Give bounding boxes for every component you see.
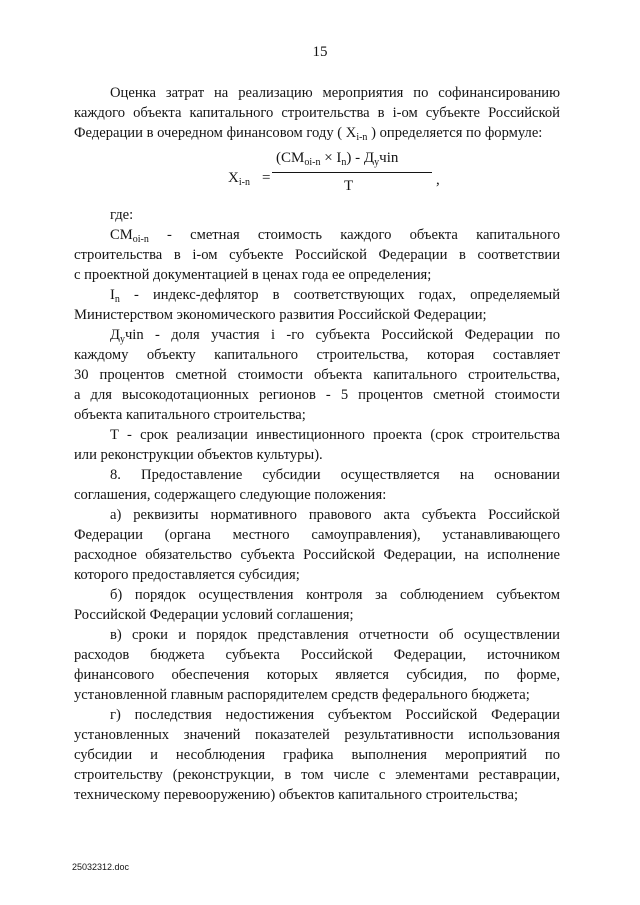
body-line-2: соглашения, содержащего следующие положения: <box>74 487 387 503</box>
cost-formula <box>228 150 528 202</box>
body-line-15: субсидии и несоблюдения графика выполнения мероприятий по <box>74 747 560 763</box>
def-i-line-2: Министерством экономического развития Российской Федерации; <box>74 307 487 323</box>
def-cm-line-2: строительства в i-ом субъекте Российской Федерации в соответствии <box>74 247 560 263</box>
def-t-line-1: T - срок реализации инвестиционного проекта (срок строительства <box>110 427 560 443</box>
intro-line-2: каждого объекта капитального строительства в i-ом субъекте Российской <box>74 105 560 121</box>
fraction-bar <box>272 172 432 173</box>
def-d-line-3: 30 процентов сметной стоимости объекта капитального строительства, <box>74 367 560 383</box>
def-i-line-1: $I_n$ - индекс-дефлятор в соответствующих годах, определяемый <box>110 287 561 305</box>
body-line-14: установленных значений показателей результативности использования <box>74 727 560 743</box>
body-line-11: финансового обеспечения которых является субсидия, по форме, <box>74 667 560 683</box>
formula-numerator: $(CM_{oi-n} \times I_n) - Д_учin$ <box>276 150 399 168</box>
body-line-13: г) последствия недостижения субъектом Российской Федерации <box>110 707 560 723</box>
body-line-10: расходов бюджета субъекта Российской Федерации, источником <box>74 647 560 663</box>
body-line-3: а) реквизиты нормативного правового акта субъекта Российской <box>110 507 560 523</box>
formula-equals: = <box>262 170 271 186</box>
body-line-7: б) порядок осуществления контроля за соблюдением субъектом <box>110 587 560 603</box>
def-d-line-1: $Д_учin$ - доля участия i -го субъекта Российской Федерации по <box>110 327 560 345</box>
body-line-9: в) сроки и порядок представления отчетности об осуществлении <box>110 627 560 643</box>
formula-denominator: T <box>344 178 354 194</box>
formula-comma: , <box>436 172 440 188</box>
body-line-16: строительству (реконструкции, в том числе с элементами реставрации, <box>74 767 560 783</box>
def-cm-line-1: $CM_{oi-n}$ - сметная стоимость каждого объекта капитального <box>110 227 560 245</box>
body-line-4: Федерации (органа местного самоуправления), устанавливающего <box>74 527 560 543</box>
footer-filename: 25032312.doc <box>72 862 130 872</box>
intro-line-3: Федерации в очередном финансовом году ( $X_{i-n}$ ) определяется по формуле: <box>74 125 543 143</box>
page-number: 15 <box>312 44 328 60</box>
body-line-5: расходное обязательство субъекта Российской Федерации, на исполнение <box>74 547 560 563</box>
body-line-1: 8. Предоставление субсидии осуществляется на основании <box>110 467 560 483</box>
body-line-6: которого предоставляется субсидия; <box>74 567 300 583</box>
intro-line-1: Оценка затрат на реализацию мероприятия по софинансированию <box>110 85 560 101</box>
def-d-line-5: объекта капитального строительства; <box>74 407 306 423</box>
body-line-12: установленной главным распорядителем средств федерального бюджета; <box>74 687 530 703</box>
body-line-17: техническому перевооружению) объектов капитального строительства; <box>74 787 519 803</box>
formula-lhs: $X_{i-n}$ <box>228 170 250 188</box>
def-d-line-2: каждому объекту капитального строительства, которая составляет <box>74 347 560 363</box>
def-cm-line-3: с проектной документацией в ценах года ее определения; <box>74 267 432 283</box>
body-line-8: Российской Федерации условий соглашения; <box>74 607 354 623</box>
where-label: где: <box>110 207 134 223</box>
def-t-line-2: или реконструкции объектов культуры). <box>74 447 323 463</box>
def-d-line-4: а для высокодотационных регионов - 5 процентов сметной стоимости <box>74 387 560 403</box>
